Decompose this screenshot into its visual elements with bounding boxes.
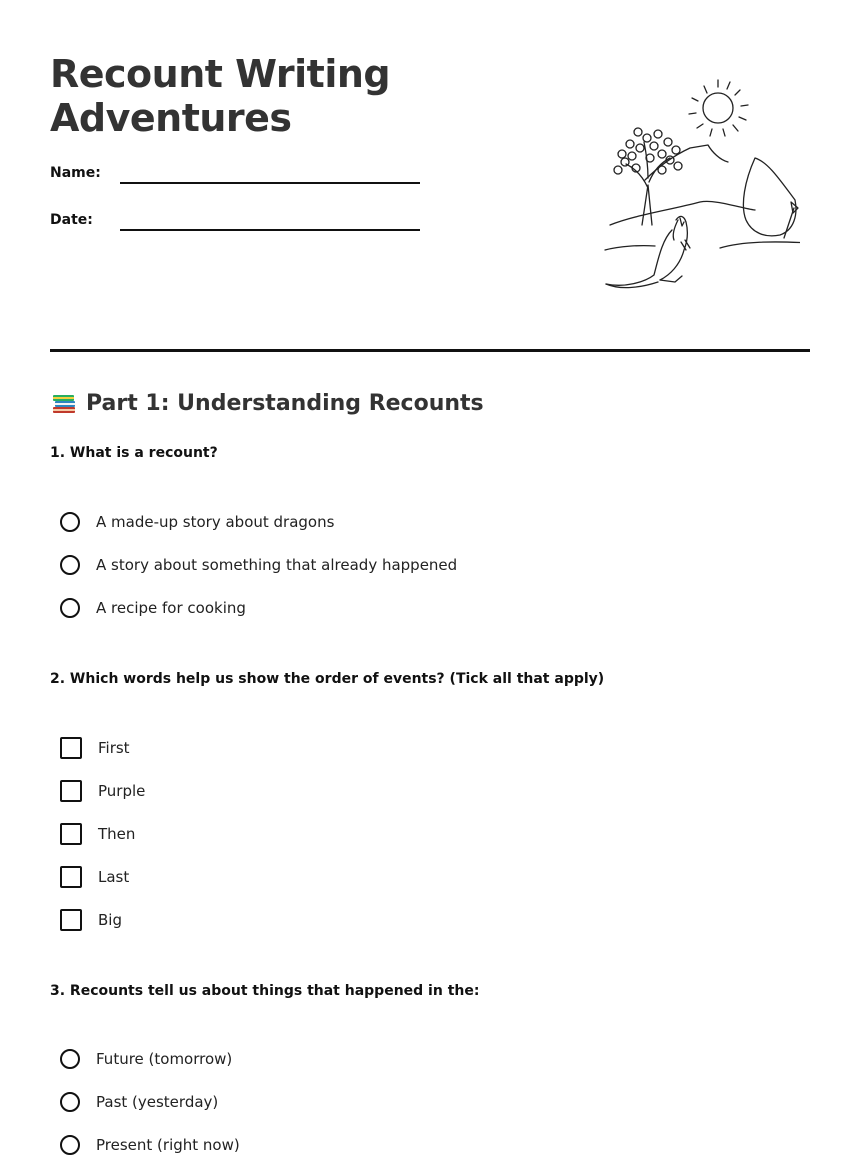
kangaroo-icon [606, 216, 690, 287]
checkbox[interactable] [60, 909, 82, 931]
date-label: Date: [50, 212, 93, 228]
checkbox[interactable] [60, 823, 82, 845]
checkbox[interactable] [60, 866, 82, 888]
question-3: 3. Recounts tell us about things that happened in the: [50, 983, 480, 999]
option-label: Present (right now) [96, 1136, 240, 1154]
name-label: Name: [50, 165, 101, 181]
q2-option-3[interactable] [60, 821, 135, 847]
radio-button[interactable] [60, 555, 80, 575]
header-divider [50, 349, 810, 352]
option-label: Big [98, 911, 122, 929]
outback-illustration [550, 70, 800, 300]
q3-option-2[interactable] [60, 1089, 218, 1115]
q2-option-5[interactable] [60, 907, 122, 933]
hill-line [645, 145, 728, 180]
q1-option-2[interactable] [60, 552, 457, 578]
radio-button[interactable] [60, 598, 80, 618]
radio-button[interactable] [60, 512, 80, 532]
option-label: A story about something that already happened [96, 556, 458, 574]
ground-left [605, 246, 655, 250]
name-line[interactable] [120, 182, 420, 184]
title-line-1: Recount Writing [50, 52, 391, 96]
q3-option-3[interactable] [60, 1132, 240, 1158]
question-2: 2. Which words help us show the order of events? (Tick all that apply) [50, 671, 605, 687]
title-line-2: Adventures [50, 96, 292, 140]
option-label: First [98, 739, 130, 757]
name-field[interactable] [50, 165, 420, 195]
worksheet-page [50, 0, 810, 1161]
books-icon [50, 390, 78, 418]
option-label: Purple [98, 782, 146, 800]
question-1: 1. What is a recount? [50, 445, 218, 461]
ground-right [720, 242, 800, 248]
date-line[interactable] [120, 229, 420, 231]
option-label: Future (tomorrow) [96, 1050, 233, 1068]
part1-heading [50, 388, 484, 420]
checkbox[interactable] [60, 780, 82, 802]
worksheet-title [50, 52, 490, 140]
checkbox[interactable] [60, 737, 82, 759]
option-label: Past (yesterday) [96, 1093, 219, 1111]
tree-icon [614, 128, 682, 225]
radio-button[interactable] [60, 1049, 80, 1069]
q1-option-3[interactable] [60, 595, 246, 621]
option-label: A made-up story about dragons [96, 513, 335, 531]
q2-option-1[interactable] [60, 735, 130, 761]
radio-button[interactable] [60, 1135, 80, 1155]
sun-icon [689, 80, 748, 136]
radio-button[interactable] [60, 1092, 80, 1112]
q2-option-2[interactable] [60, 778, 145, 804]
horizon-line [610, 201, 755, 225]
option-label: Last [98, 868, 130, 886]
part1-heading-text: Part 1: Understanding Recounts [86, 391, 484, 416]
q1-option-1[interactable] [60, 509, 334, 535]
q2-option-4[interactable] [60, 864, 129, 890]
option-label: Then [98, 825, 136, 843]
option-label: A recipe for cooking [96, 599, 246, 617]
q3-option-1[interactable] [60, 1046, 232, 1072]
date-field[interactable] [50, 212, 420, 242]
